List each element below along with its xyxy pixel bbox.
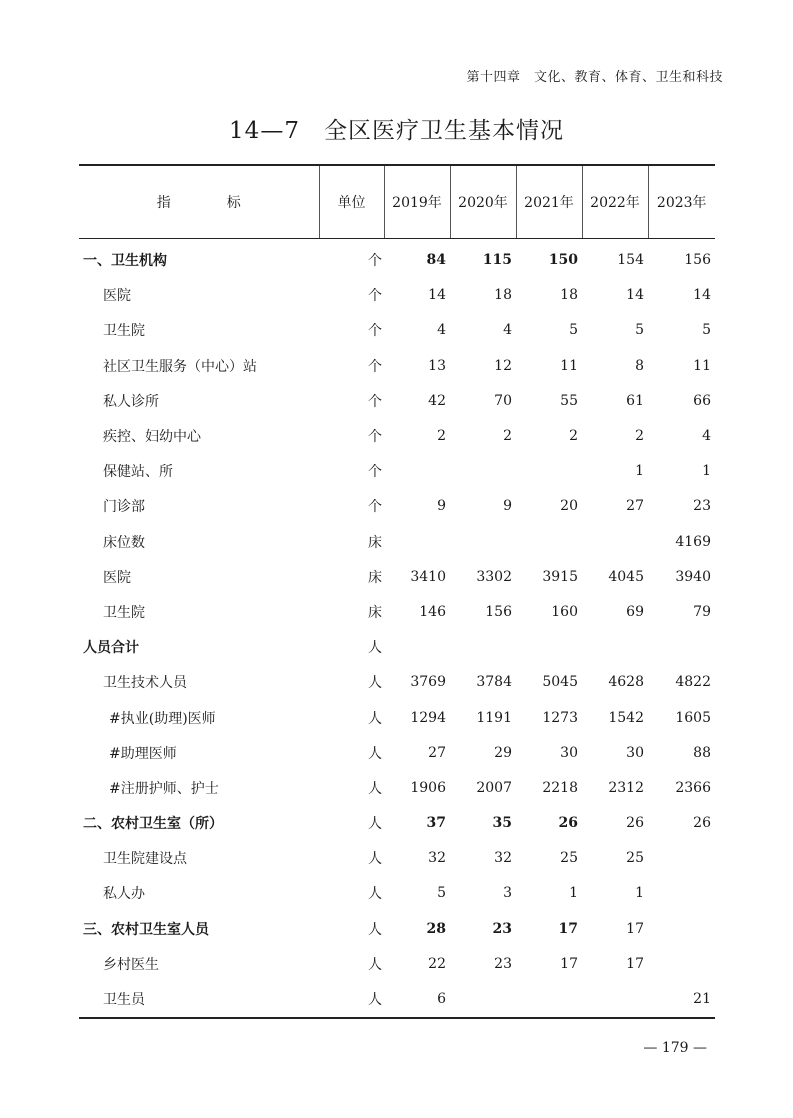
row-indicator: #助理医师 [109, 745, 177, 762]
cell-value: 4822 [675, 674, 711, 691]
table-row [79, 313, 715, 348]
row-indicator: 疾控、妇幼中心 [103, 429, 201, 446]
cell-value: 35 [492, 815, 512, 832]
cell-value [648, 841, 715, 876]
cell-value [384, 524, 450, 559]
row-indicator: 三、农村卫生室人员 [83, 921, 209, 938]
row-unit: 人 [368, 710, 382, 727]
table-body [79, 238, 715, 1018]
row-unit: 个 [368, 429, 382, 446]
cell-value: 18 [494, 287, 512, 304]
table-row [79, 383, 715, 418]
row-unit: 人 [368, 851, 382, 868]
cell-value: 2 [437, 428, 446, 445]
table-row [79, 665, 715, 700]
cell-value: 28 [426, 920, 446, 937]
row-indicator: #执业(助理)医师 [109, 710, 216, 727]
cell-value: 13 [428, 357, 446, 374]
row-unit: 床 [368, 534, 382, 551]
cell-value: 2366 [675, 779, 711, 796]
cell-value: 23 [492, 920, 512, 937]
row-unit: 人 [368, 816, 382, 833]
cell-value [648, 911, 715, 946]
cell-value: 88 [693, 744, 711, 761]
header-year-2019: 2019年 [384, 165, 450, 238]
cell-value: 20 [560, 498, 578, 515]
cell-value: 30 [560, 744, 578, 761]
cell-value: 21 [648, 981, 715, 1017]
header-unit: 单位 [319, 165, 384, 238]
cell-value: 5 [635, 322, 644, 339]
cell-value: 22 [428, 955, 446, 972]
row-indicator: 门诊部 [103, 499, 145, 516]
cell-value: 18 [560, 287, 578, 304]
cell-value: 25 [626, 850, 644, 867]
cell-value: 27 [626, 498, 644, 515]
table-row [79, 489, 715, 524]
cell-value: 84 [426, 252, 446, 269]
cell-value: 23 [494, 955, 512, 972]
cell-value: 17 [626, 920, 644, 937]
cell-value: 37 [426, 815, 446, 832]
row-indicator: 人员合计 [83, 640, 139, 657]
cell-value: 1906 [410, 779, 446, 796]
row-indicator: #注册护师、护士 [109, 780, 219, 797]
cell-value: 1294 [410, 709, 446, 726]
row-unit: 个 [368, 464, 382, 481]
cell-value [648, 630, 715, 665]
cell-value: 14 [693, 287, 711, 304]
medical-statistics-table [79, 164, 715, 1019]
cell-value: 69 [626, 603, 644, 620]
cell-value: 5 [437, 885, 446, 902]
header-year-2021: 2021年 [516, 165, 582, 238]
cell-value: 5 [702, 322, 711, 339]
table-row [79, 735, 715, 770]
row-unit: 人 [368, 675, 382, 692]
cell-value: 160 [551, 603, 578, 620]
cell-value: 1 [702, 463, 711, 480]
cell-value: 9 [503, 498, 512, 515]
cell-value [648, 876, 715, 911]
table-row [79, 806, 715, 841]
cell-value: 26 [558, 815, 578, 832]
statistics-table-container [79, 164, 715, 1019]
cell-value: 42 [428, 392, 446, 409]
cell-value: 156 [684, 252, 711, 269]
table-row [79, 454, 715, 489]
row-indicator: 卫生院 [103, 323, 145, 340]
row-unit: 个 [368, 288, 382, 305]
cell-value: 3 [503, 885, 512, 902]
cell-value [582, 524, 648, 559]
cell-value: 61 [626, 392, 644, 409]
table-row [79, 911, 715, 946]
row-unit: 人 [368, 640, 382, 657]
cell-value: 17 [558, 920, 578, 937]
cell-value: 32 [428, 850, 446, 867]
table-row [79, 278, 715, 313]
header-year-2023: 2023年 [648, 165, 715, 238]
cell-value: 79 [693, 603, 711, 620]
row-unit: 人 [319, 981, 384, 1017]
cell-value [648, 946, 715, 981]
cell-value: 11 [560, 357, 578, 374]
header-year-2022: 2022年 [582, 165, 648, 238]
cell-value: 9 [437, 498, 446, 515]
cell-value: 17 [560, 955, 578, 972]
row-unit: 个 [368, 323, 382, 340]
cell-value [582, 630, 648, 665]
row-indicator: 社区卫生服务（中心）站 [103, 358, 257, 375]
cell-value: 14 [626, 287, 644, 304]
cell-value: 3940 [675, 568, 711, 585]
cell-value: 4 [702, 428, 711, 445]
cell-value: 2 [569, 428, 578, 445]
row-unit: 人 [368, 956, 382, 973]
cell-value: 4 [437, 322, 446, 339]
cell-value: 14 [428, 287, 446, 304]
cell-value: 17 [626, 955, 644, 972]
header-indicator: 指 标 [79, 165, 319, 238]
table-row [79, 981, 715, 1017]
table-row [79, 559, 715, 594]
cell-value: 115 [482, 252, 512, 269]
cell-value: 27 [428, 744, 446, 761]
cell-value: 156 [485, 603, 512, 620]
cell-value: 66 [693, 392, 711, 409]
cell-value [516, 981, 582, 1017]
cell-value: 32 [494, 850, 512, 867]
cell-value [516, 630, 582, 665]
cell-value: 2 [503, 428, 512, 445]
cell-value: 6 [384, 981, 450, 1017]
cell-value: 150 [548, 252, 578, 269]
cell-value: 8 [635, 357, 644, 374]
table-row [79, 418, 715, 453]
cell-value: 4628 [608, 674, 644, 691]
table-row [79, 524, 715, 559]
cell-value: 4 [503, 322, 512, 339]
page-number: — 179 — [643, 1040, 707, 1056]
cell-value: 26 [693, 815, 711, 832]
cell-value: 5045 [542, 674, 578, 691]
cell-value: 1 [569, 885, 578, 902]
row-unit: 人 [368, 745, 382, 762]
cell-value [582, 981, 648, 1017]
row-unit: 人 [368, 921, 382, 938]
chapter-heading: 第十四章 文化、教育、体育、卫生和科技 [466, 70, 723, 85]
header-year-2020: 2020年 [450, 165, 516, 238]
cell-value: 3302 [476, 568, 512, 585]
row-unit: 人 [368, 780, 382, 797]
row-indicator: 私人办 [103, 886, 145, 903]
table-row [79, 348, 715, 383]
cell-value: 23 [693, 498, 711, 515]
cell-value: 1191 [476, 709, 512, 726]
cell-value: 1 [635, 885, 644, 902]
table-row [79, 770, 715, 805]
cell-value: 3915 [542, 568, 578, 585]
row-indicator: 私人诊所 [103, 393, 159, 410]
cell-value [384, 454, 450, 489]
cell-value: 11 [693, 357, 711, 374]
row-unit: 床 [368, 604, 382, 621]
cell-value: 2218 [542, 779, 578, 796]
cell-value: 1 [635, 463, 644, 480]
cell-value: 4045 [608, 568, 644, 585]
cell-value: 3784 [476, 674, 512, 691]
table-row [79, 630, 715, 665]
cell-value: 26 [626, 815, 644, 832]
cell-value: 1605 [675, 709, 711, 726]
cell-value: 154 [617, 252, 644, 269]
cell-value [384, 630, 450, 665]
table-row [79, 876, 715, 911]
table-header-row [79, 165, 715, 238]
row-unit: 个 [368, 499, 382, 516]
row-indicator: 卫生院 [103, 604, 145, 621]
row-indicator: 乡村医生 [103, 956, 159, 973]
cell-value: 146 [419, 603, 446, 620]
row-indicator: 卫生技术人员 [103, 675, 187, 692]
cell-value [516, 524, 582, 559]
row-indicator: 保健站、所 [103, 464, 173, 481]
cell-value: 12 [494, 357, 512, 374]
row-unit: 个 [368, 358, 382, 375]
cell-value: 3769 [410, 674, 446, 691]
row-indicator: 卫生院建设点 [103, 851, 187, 868]
cell-value: 1542 [608, 709, 644, 726]
row-indicator: 医院 [103, 288, 131, 305]
row-unit: 个 [368, 253, 382, 270]
table-title: 14—7 全区医疗卫生基本情况 [229, 118, 564, 144]
cell-value [450, 454, 516, 489]
row-unit: 个 [368, 393, 382, 410]
cell-value [450, 630, 516, 665]
cell-value: 2007 [476, 779, 512, 796]
table-row [79, 841, 715, 876]
table-row [79, 946, 715, 981]
row-unit: 人 [368, 886, 382, 903]
cell-value: 2 [635, 428, 644, 445]
table-row [79, 700, 715, 735]
table-row [79, 238, 715, 278]
cell-value [516, 454, 582, 489]
cell-value: 29 [494, 744, 512, 761]
cell-value: 3410 [410, 568, 446, 585]
row-indicator: 一、卫生机构 [83, 253, 167, 270]
cell-value: 2312 [608, 779, 644, 796]
row-indicator: 二、农村卫生室（所） [83, 816, 223, 833]
row-indicator: 医院 [103, 569, 131, 586]
cell-value: 70 [494, 392, 512, 409]
cell-value: 1273 [542, 709, 578, 726]
cell-value [450, 524, 516, 559]
row-indicator: 床位数 [103, 534, 145, 551]
row-indicator: 卫生员 [79, 981, 319, 1017]
cell-value [450, 981, 516, 1017]
cell-value: 25 [560, 850, 578, 867]
cell-value: 4169 [675, 533, 711, 550]
row-unit: 床 [368, 569, 382, 586]
cell-value: 55 [560, 392, 578, 409]
cell-value: 30 [626, 744, 644, 761]
table-row [79, 594, 715, 629]
cell-value: 5 [569, 322, 578, 339]
